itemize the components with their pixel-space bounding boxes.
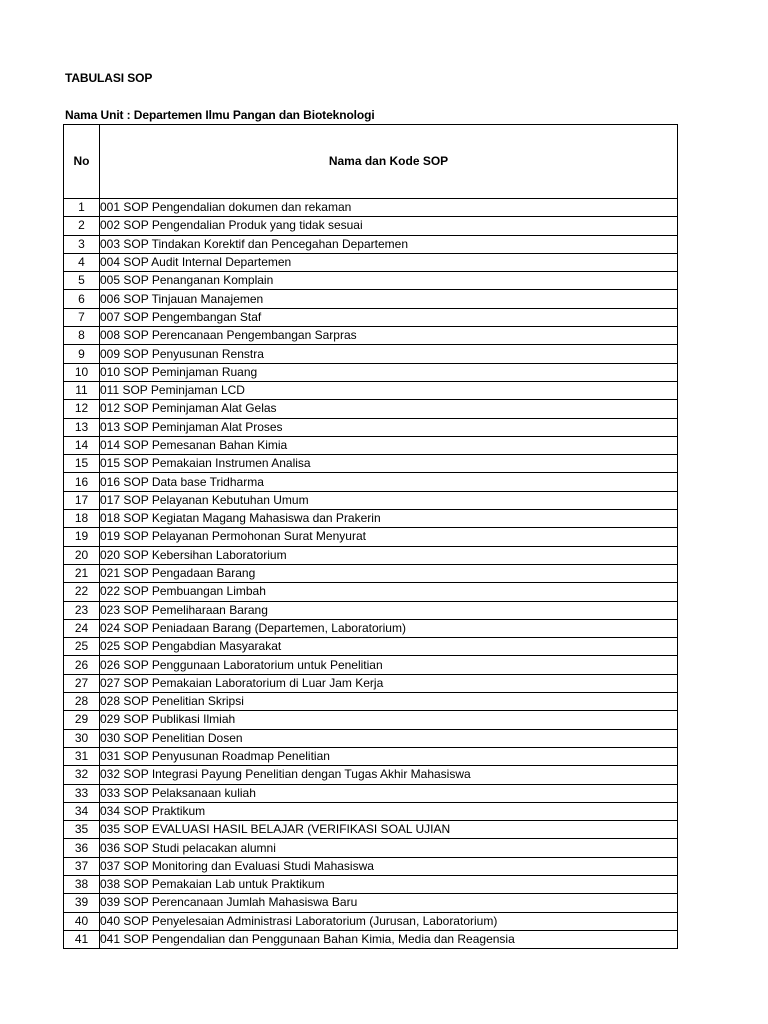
sop-name: 017 SOP Pelayanan Kebutuhan Umum — [100, 491, 678, 509]
table-row — [64, 235, 678, 253]
row-number: 34 — [64, 802, 100, 820]
sop-name: 037 SOP Monitoring dan Evaluasi Studi Mahasiswa — [100, 857, 678, 875]
sop-name: 027 SOP Pemakaian Laboratorium di Luar Jam Kerja — [100, 674, 678, 692]
table-row — [64, 912, 678, 930]
sop-name: 040 SOP Penyelesaian Administrasi Laboratorium (Jurusan, Laboratorium) — [100, 912, 678, 930]
sop-name: 021 SOP Pengadaan Barang — [100, 564, 678, 582]
sop-name: 012 SOP Peminjaman Alat Gelas — [100, 400, 678, 418]
row-number: 20 — [64, 546, 100, 564]
table-row — [64, 217, 678, 235]
row-number: 4 — [64, 253, 100, 271]
sop-name: 009 SOP Penyusunan Renstra — [100, 345, 678, 363]
row-number: 15 — [64, 455, 100, 473]
table-row — [64, 619, 678, 637]
row-number: 17 — [64, 491, 100, 509]
row-number: 9 — [64, 345, 100, 363]
table-row — [64, 199, 678, 217]
row-number: 5 — [64, 272, 100, 290]
sop-name: 008 SOP Perencanaan Pengembangan Sarpras — [100, 327, 678, 345]
column-header-no: No — [64, 125, 100, 199]
table-row — [64, 436, 678, 454]
row-number: 2 — [64, 217, 100, 235]
table-row — [64, 253, 678, 271]
table-row — [64, 528, 678, 546]
table-row — [64, 564, 678, 582]
row-number: 1 — [64, 199, 100, 217]
row-number: 8 — [64, 327, 100, 345]
sop-name: 020 SOP Kebersihan Laboratorium — [100, 546, 678, 564]
table-row — [64, 656, 678, 674]
table-row — [64, 363, 678, 381]
row-number: 28 — [64, 693, 100, 711]
sop-name: 038 SOP Pemakaian Lab untuk Praktikum — [100, 875, 678, 893]
sop-name: 003 SOP Tindakan Korektif dan Pencegahan Departemen — [100, 235, 678, 253]
row-number: 7 — [64, 308, 100, 326]
row-number: 6 — [64, 290, 100, 308]
row-number: 22 — [64, 583, 100, 601]
table-row — [64, 839, 678, 857]
sop-name: 035 SOP EVALUASI HASIL BELAJAR (VERIFIKASI SOAL UJIAN — [100, 821, 678, 839]
sop-name: 031 SOP Penyusunan Roadmap Penelitian — [100, 747, 678, 765]
table-row — [64, 802, 678, 820]
table-row — [64, 510, 678, 528]
row-number: 24 — [64, 619, 100, 637]
row-number: 21 — [64, 564, 100, 582]
sop-name: 023 SOP Pemeliharaan Barang — [100, 601, 678, 619]
sop-name: 034 SOP Praktikum — [100, 802, 678, 820]
row-number: 35 — [64, 821, 100, 839]
sop-name: 024 SOP Peniadaan Barang (Departemen, Laboratorium) — [100, 619, 678, 637]
table-row — [64, 308, 678, 326]
sop-name: 032 SOP Integrasi Payung Penelitian dengan Tugas Akhir Mahasiswa — [100, 766, 678, 784]
unit-name-line: Nama Unit : Departemen Ilmu Pangan dan Bioteknologi — [65, 108, 375, 122]
table-row — [64, 381, 678, 399]
table-row — [64, 693, 678, 711]
row-number: 23 — [64, 601, 100, 619]
row-number: 10 — [64, 363, 100, 381]
row-number: 38 — [64, 875, 100, 893]
row-number: 36 — [64, 839, 100, 857]
row-number: 14 — [64, 436, 100, 454]
row-number: 11 — [64, 381, 100, 399]
table-row — [64, 894, 678, 912]
table-row — [64, 875, 678, 893]
table-row — [64, 327, 678, 345]
table-row — [64, 546, 678, 564]
table-row — [64, 345, 678, 363]
sop-name: 041 SOP Pengendalian dan Penggunaan Bahan Kimia, Media dan Reagensia — [100, 930, 678, 948]
table-row — [64, 455, 678, 473]
row-number: 39 — [64, 894, 100, 912]
sop-name: 004 SOP Audit Internal Departemen — [100, 253, 678, 271]
table-row — [64, 674, 678, 692]
sop-name: 033 SOP Pelaksanaan kuliah — [100, 784, 678, 802]
row-number: 30 — [64, 729, 100, 747]
row-number: 12 — [64, 400, 100, 418]
table-row — [64, 821, 678, 839]
sop-name: 014 SOP Pemesanan Bahan Kimia — [100, 436, 678, 454]
sop-name: 030 SOP Penelitian Dosen — [100, 729, 678, 747]
sop-name: 006 SOP Tinjauan Manajemen — [100, 290, 678, 308]
table-row — [64, 930, 678, 948]
table-row — [64, 418, 678, 436]
table-header-row — [64, 125, 678, 199]
table-row — [64, 729, 678, 747]
sop-name: 002 SOP Pengendalian Produk yang tidak sesuai — [100, 217, 678, 235]
table-row — [64, 400, 678, 418]
row-number: 37 — [64, 857, 100, 875]
row-number: 18 — [64, 510, 100, 528]
document-title: TABULASI SOP — [65, 71, 153, 85]
column-header-name: Nama dan Kode SOP — [100, 125, 678, 199]
table-body — [64, 199, 678, 949]
sop-name: 016 SOP Data base Tridharma — [100, 473, 678, 491]
sop-name: 022 SOP Pembuangan Limbah — [100, 583, 678, 601]
row-number: 16 — [64, 473, 100, 491]
table-row — [64, 857, 678, 875]
table-row — [64, 290, 678, 308]
sop-name: 029 SOP Publikasi Ilmiah — [100, 711, 678, 729]
table-row — [64, 583, 678, 601]
row-number: 13 — [64, 418, 100, 436]
sop-name: 013 SOP Peminjaman Alat Proses — [100, 418, 678, 436]
sop-name: 010 SOP Peminjaman Ruang — [100, 363, 678, 381]
sop-name: 011 SOP Peminjaman LCD — [100, 381, 678, 399]
table-row — [64, 473, 678, 491]
row-number: 29 — [64, 711, 100, 729]
sop-name: 025 SOP Pengabdian Masyarakat — [100, 638, 678, 656]
row-number: 31 — [64, 747, 100, 765]
table-row — [64, 272, 678, 290]
table-row — [64, 784, 678, 802]
table-row — [64, 711, 678, 729]
sop-name: 039 SOP Perencanaan Jumlah Mahasiswa Baru — [100, 894, 678, 912]
row-number: 25 — [64, 638, 100, 656]
row-number: 33 — [64, 784, 100, 802]
row-number: 32 — [64, 766, 100, 784]
table-row — [64, 601, 678, 619]
sop-name: 015 SOP Pemakaian Instrumen Analisa — [100, 455, 678, 473]
sop-name: 019 SOP Pelayanan Permohonan Surat Menyurat — [100, 528, 678, 546]
sop-name: 028 SOP Penelitian Skripsi — [100, 693, 678, 711]
sop-name: 007 SOP Pengembangan Staf — [100, 308, 678, 326]
table-row — [64, 766, 678, 784]
sop-name: 036 SOP Studi pelacakan alumni — [100, 839, 678, 857]
sop-name: 001 SOP Pengendalian dokumen dan rekaman — [100, 199, 678, 217]
row-number: 19 — [64, 528, 100, 546]
row-number: 27 — [64, 674, 100, 692]
sop-name: 026 SOP Penggunaan Laboratorium untuk Penelitian — [100, 656, 678, 674]
row-number: 26 — [64, 656, 100, 674]
table-row — [64, 747, 678, 765]
table-row — [64, 638, 678, 656]
sop-name: 018 SOP Kegiatan Magang Mahasiswa dan Prakerin — [100, 510, 678, 528]
row-number: 41 — [64, 930, 100, 948]
row-number: 40 — [64, 912, 100, 930]
row-number: 3 — [64, 235, 100, 253]
sop-name: 005 SOP Penanganan Komplain — [100, 272, 678, 290]
table-row — [64, 491, 678, 509]
sop-table — [63, 124, 678, 949]
